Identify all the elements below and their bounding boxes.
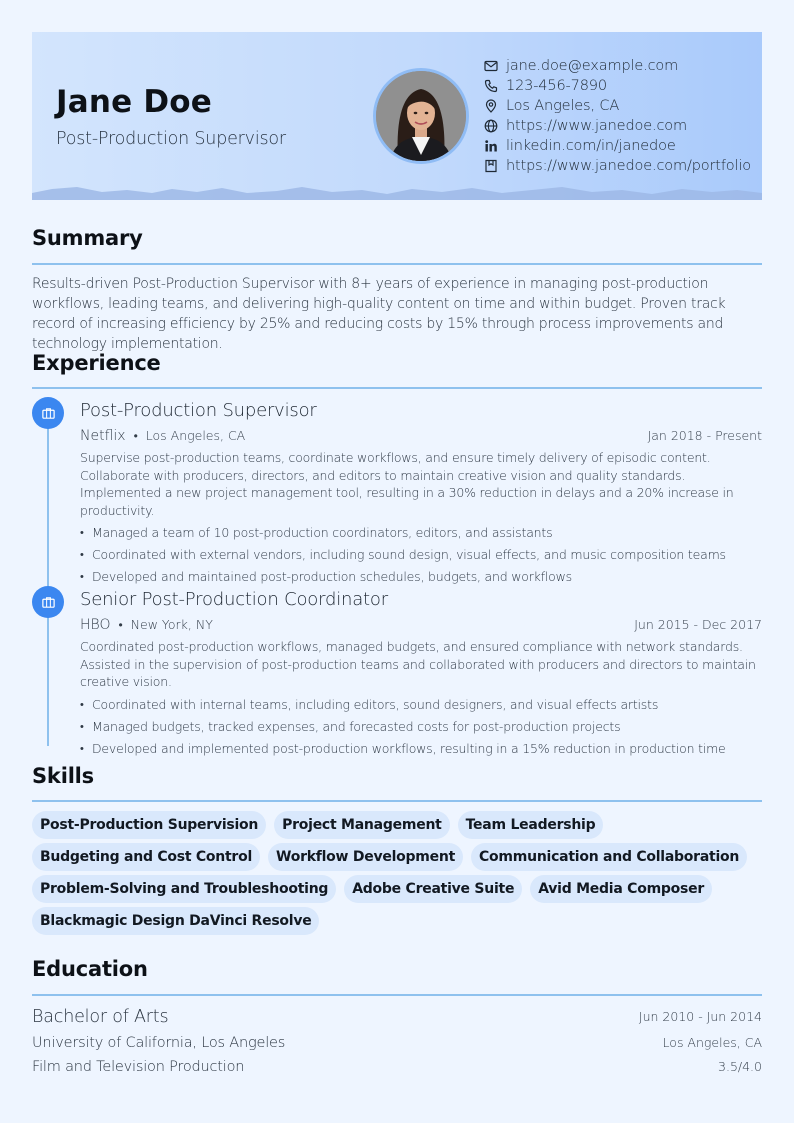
separator-dot: • [118,618,123,632]
candidate-title: Post-Production Supervisor [56,129,286,149]
summary-text: Results-driven Post-Production Supervisor with 8+ years of experience in managing post-production workflows, leading teams, and delivering high-quality content on time and within budget. Proven track record of increasing efficiency by 25% and reducing costs by 15% through process improvements and technology implementation. [32,276,726,352]
job-meta [80,424,762,448]
contact-phone-text: 123-456-7890 [506,78,607,94]
section-title-summary: Summary [32,226,143,250]
contact-website-text: https://www.janedoe.com [506,118,687,134]
skill-chip: Problem-Solving and Troubleshooting [32,875,336,903]
contact-email-text: jane.doe@example.com [506,58,679,74]
header-mountains-decoration [32,184,762,200]
section-divider [32,387,762,389]
linkedin-icon [484,139,498,153]
skills-list [32,811,766,939]
job-title: Post-Production Supervisor [80,400,317,421]
experience-item [80,587,762,760]
skill-chip: Blackmagic Design DaVinci Resolve [32,907,319,935]
contact-website[interactable] [484,116,751,136]
education-degree-row [32,1005,762,1029]
contact-linkedin-text: linkedin.com/in/janedoe [506,138,676,154]
section-title-education: Education [32,957,148,981]
briefcase-icon [32,397,64,429]
education-field-row [32,1055,762,1079]
contact-portfolio[interactable] [484,156,751,176]
skill-chip: Budgeting and Cost Control [32,843,260,871]
education-field: Film and Television Production [32,1059,245,1075]
contact-linkedin[interactable] [484,136,751,156]
education-location: Los Angeles, CA [662,1035,762,1050]
experience-item [80,398,762,588]
job-bullets [80,694,762,760]
section-divider [32,800,762,802]
list-item: • Managed budgets, tracked expenses, and forecasted costs for post-production projects [80,716,762,738]
contact-email[interactable] [484,56,751,76]
contact-phone[interactable] [484,76,751,96]
mail-icon [484,59,498,73]
portfolio-icon [484,159,498,173]
education-dates: Jun 2010 - Jun 2014 [638,1009,762,1024]
briefcase-icon [32,586,64,618]
skill-chip: Communication and Collaboration [471,843,747,871]
list-item: • Managed a team of 10 post-production coordinators, editors, and assistants [80,522,762,544]
skill-chip: Project Management [274,811,450,839]
education-school-row [32,1031,762,1055]
contact-list [484,56,751,176]
section-divider [32,994,762,996]
education-school: University of California, Los Angeles [32,1035,286,1051]
job-company: HBO [80,617,111,633]
candidate-name: Jane Doe [56,84,212,120]
list-item: • Coordinated with external vendors, including sound design, visual effects, and music composition teams [80,544,762,566]
skill-chip: Adobe Creative Suite [344,875,522,903]
job-location: Los Angeles, CA [145,428,246,443]
skill-chip: Workflow Development [268,843,463,871]
skill-chip: Team Leadership [458,811,604,839]
education-gpa: 3.5/4.0 [718,1059,762,1074]
list-item: • Developed and maintained post-production schedules, budgets, and workflows [80,566,762,588]
job-description: Coordinated post-production workflows, managed budgets, and ensured compliance with network standards. Assisted in the supervision of post-production teams and collaborated with producers and directors to maintain creative vision. [80,639,756,689]
profile-photo [373,68,469,164]
separator-dot: • [133,429,138,443]
avatar [376,71,466,161]
section-title-skills: Skills [32,764,94,788]
resume-header [32,32,762,200]
skill-chip: Post-Production Supervision [32,811,266,839]
skill-chip: Avid Media Composer [530,875,712,903]
job-description: Supervise post-production teams, coordinate workflows, and ensure timely delivery of episodic content. Collaborate with producers, directors, and editors to maintain creative vision and quality standards. Implemented a new project management tool, resulting in a 30% reduction in delays and a 20% increase in productivity. [80,450,734,518]
contact-location-text: Los Angeles, CA [506,98,620,114]
section-divider [32,263,762,265]
globe-icon [484,119,498,133]
contact-location [484,96,751,116]
job-location: New York, NY [130,617,213,632]
job-bullets [80,522,762,588]
job-meta [80,613,762,637]
job-dates: Jun 2015 - Dec 2017 [634,617,762,632]
list-item: • Developed and implemented post-production workflows, resulting in a 15% reduction in production time [80,738,762,760]
job-dates: Jan 2018 - Present [647,428,762,443]
list-item: • Coordinated with internal teams, including editors, sound designers, and visual effects artists [80,694,762,716]
section-title-experience: Experience [32,351,161,375]
job-company: Netflix [80,428,126,444]
location-pin-icon [484,99,498,113]
education-degree: Bachelor of Arts [32,1007,169,1027]
contact-portfolio-text: https://www.janedoe.com/portfolio [506,158,751,174]
job-title: Senior Post-Production Coordinator [80,589,388,610]
phone-icon [484,79,498,93]
timeline-line [47,412,49,746]
